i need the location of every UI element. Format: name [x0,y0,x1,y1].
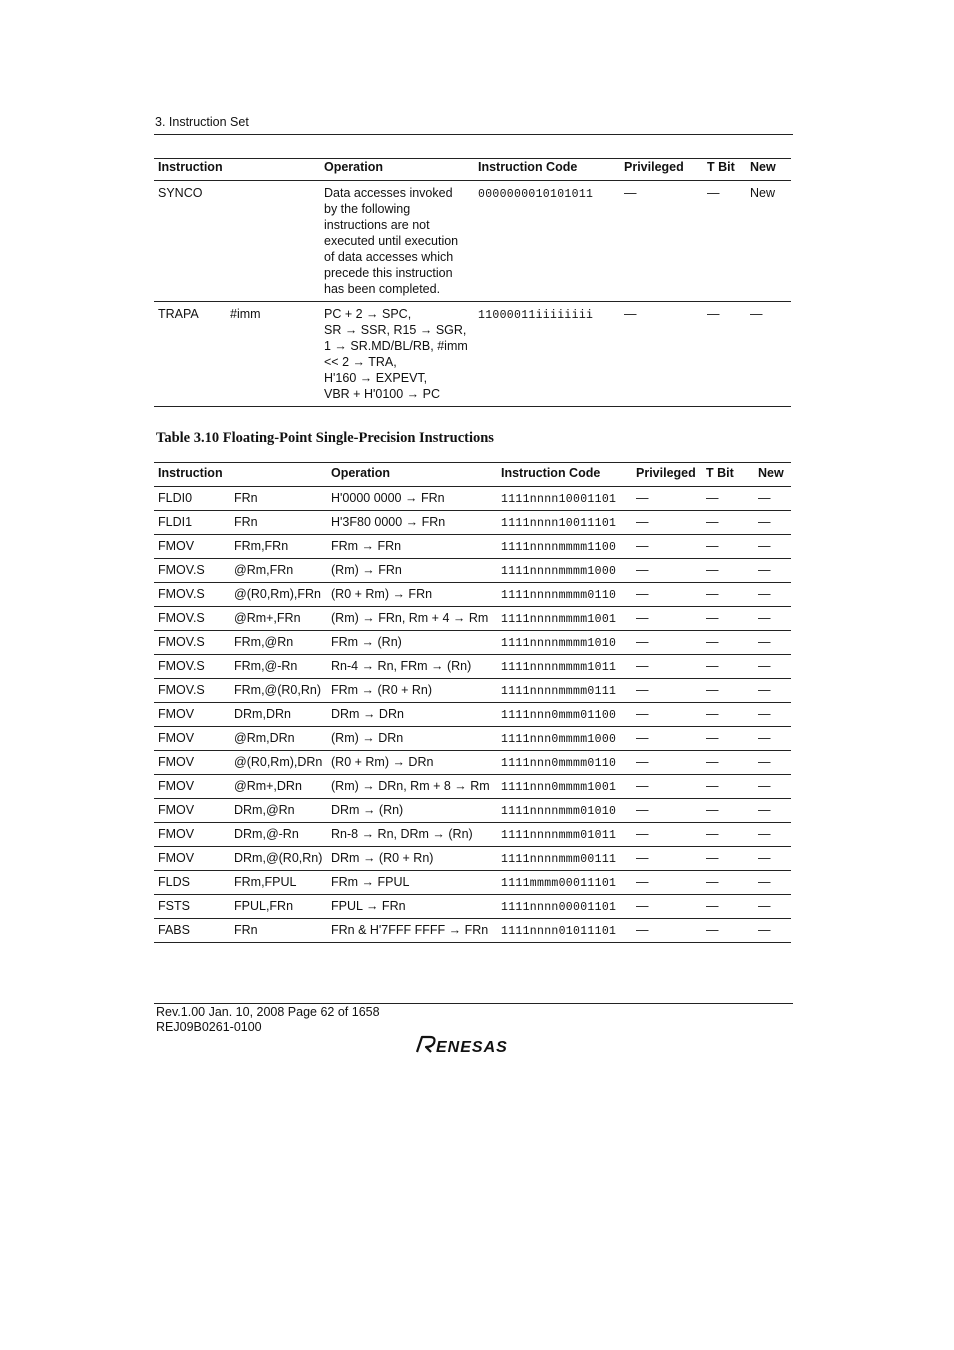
code-cell: 1111nnnnmmmm1100 [497,535,632,559]
tbit-cell: — [702,583,754,607]
operation-line: instructions are not [324,218,430,232]
col-header-instruction: Instruction [154,463,327,487]
privileged-cell: — [620,181,703,302]
instruction-cell: FMOV [154,703,230,727]
table-row [154,559,791,583]
code-cell: 1111nnnnmmm01010 [497,799,632,823]
table-row [154,895,791,919]
tbit-cell: — [702,631,754,655]
operation-line: Data accesses invoked [324,186,453,200]
tbit-cell: — [702,799,754,823]
code-cell: 0000000010101011 [474,181,620,302]
new-cell: — [754,679,791,703]
instruction-cell: FMOV.S [154,631,230,655]
instruction-cell: FLDI1 [154,511,230,535]
operand-cell: FRn [230,487,327,511]
operation-line: H'160 → EXPEVT, [324,371,428,385]
table-row [154,919,791,943]
operand-cell: DRm,@(R0,Rn) [230,847,327,871]
tbit-cell: — [702,703,754,727]
operation-cell: (Rm) → FRn, Rm + 4 → Rm [327,607,497,631]
tbit-cell: — [702,487,754,511]
new-cell: — [754,535,791,559]
col-header-tbit: T Bit [703,159,746,181]
tbit-cell: — [702,919,754,943]
operation-cell: FRn & H'7FFF FFFF → FRn [327,919,497,943]
operand-cell: FPUL,FRn [230,895,327,919]
table-row [154,847,791,871]
operand-cell: FRm,@(R0,Rn) [230,679,327,703]
tbit-cell: — [702,559,754,583]
new-cell: — [754,847,791,871]
tbit-cell: — [702,535,754,559]
operation-cell: DRm → DRn [327,703,497,727]
privileged-cell: — [632,895,702,919]
operand-cell: FRm,FRn [230,535,327,559]
operation-cell [320,302,474,407]
instruction-cell: FMOV [154,775,230,799]
operation-cell: (R0 + Rm) → DRn [327,751,497,775]
instruction-cell: TRAPA [158,307,199,321]
operation-cell: FRm → (R0 + Rn) [327,679,497,703]
privileged-cell: — [632,535,702,559]
col-header-operation: Operation [327,463,497,487]
new-cell: New [746,181,791,302]
operand-cell: FRn [230,511,327,535]
footer-rule [154,1003,793,1004]
operand-cell: @(R0,Rm),FRn [230,583,327,607]
operand-cell: FRm,@Rn [230,631,327,655]
operation-cell: Rn-4 → Rn, FRm → (Rn) [327,655,497,679]
tbit-cell: — [702,511,754,535]
operation-line: << 2 → TRA, [324,355,397,369]
code-cell: 1111nnnnmmmm1011 [497,655,632,679]
operation-line: 1 → SR.MD/BL/RB, #imm [324,339,468,353]
operation-cell: (Rm) → DRn, Rm + 8 → Rm [327,775,497,799]
tbit-cell: — [702,679,754,703]
code-cell: 1111nnnn10001101 [497,487,632,511]
code-cell: 1111nnnnmmm00111 [497,847,632,871]
code-cell: 1111nnnnmmm01011 [497,823,632,847]
table-row [154,607,791,631]
tbit-cell: — [703,181,746,302]
table-row [154,535,791,559]
privileged-cell: — [632,607,702,631]
table-caption: Table 3.10 Floating-Point Single-Precision Instructions [156,430,494,446]
privileged-cell: — [624,307,637,321]
code-cell: 11000011iiiiiiii [478,309,594,322]
instruction-cell: SYNCO [154,181,226,302]
new-cell: — [754,799,791,823]
new-cell: — [754,751,791,775]
new-cell: — [754,583,791,607]
new-cell: — [754,727,791,751]
tbit-cell: — [702,775,754,799]
table-row [154,181,791,302]
new-cell: — [754,487,791,511]
operand-cell: FRm,@-Rn [230,655,327,679]
operation-line: by the following [324,202,411,216]
operation-cell: FRm → (Rn) [327,631,497,655]
operand-cell: @Rm,DRn [230,727,327,751]
operation-cell: (R0 + Rm) → FRn [327,583,497,607]
code-cell: 1111mmmm00011101 [497,871,632,895]
instruction-cell: FABS [154,919,230,943]
instruction-cell: FMOV.S [154,655,230,679]
instruction-cell: FMOV [154,823,230,847]
running-header: 3. Instruction Set [155,115,249,129]
operand-cell [226,181,320,302]
privileged-cell: — [632,631,702,655]
privileged-cell: — [632,487,702,511]
tbit-cell: — [702,895,754,919]
svg-text:ENESAS: ENESAS [436,1039,508,1056]
code-cell: 1111nnnn00001101 [497,895,632,919]
table-row [154,727,791,751]
new-cell: — [754,607,791,631]
col-header-code: Instruction Code [497,463,632,487]
privileged-cell: — [632,871,702,895]
new-cell: — [754,703,791,727]
operand-cell: @(R0,Rm),DRn [230,751,327,775]
operation-line: executed until execution [324,234,459,248]
tbit-cell: — [702,655,754,679]
privileged-cell: — [632,679,702,703]
table-row [154,302,791,407]
tbit-cell: — [702,823,754,847]
operation-line: SR → SSR, R15 → SGR, [324,323,467,337]
operation-line: of data accesses which [324,250,454,264]
tbit-cell: — [702,751,754,775]
instruction-cell: FMOV [154,727,230,751]
code-cell: 1111nnnn10011101 [497,511,632,535]
tbit-cell: — [702,727,754,751]
tbit-cell: — [702,847,754,871]
code-cell: 1111nnnnmmmm0110 [497,583,632,607]
operation-cell: H'3F80 0000 → FRn [327,511,497,535]
instruction-table-continued [154,158,791,407]
operation-cell: FRm → FPUL [327,871,497,895]
operation-line: PC + 2 → SPC, [324,307,412,321]
code-cell: 1111nnn0mmm01100 [497,703,632,727]
col-header-new: New [754,463,791,487]
floating-point-instruction-table [154,462,791,943]
table-row [154,799,791,823]
operand-cell: @Rm+,FRn [230,607,327,631]
privileged-cell: — [632,847,702,871]
operation-cell: FRm → FRn [327,535,497,559]
operation-cell: DRm → (Rn) [327,799,497,823]
operation-line: has been completed. [324,282,441,296]
operation-line: VBR + H'0100 → PC [324,387,440,401]
privileged-cell: — [632,655,702,679]
privileged-cell: — [632,919,702,943]
new-cell: — [754,631,791,655]
table-row [154,511,791,535]
operation-cell: H'0000 0000 → FRn [327,487,497,511]
col-header-privileged: Privileged [632,463,702,487]
operation-cell [320,181,474,302]
operation-cell: Rn-8 → Rn, DRm → (Rn) [327,823,497,847]
table-row [154,751,791,775]
privileged-cell: — [632,703,702,727]
new-cell: — [754,919,791,943]
code-cell: 1111nnnnmmmm1010 [497,631,632,655]
operand-cell: DRm,DRn [230,703,327,727]
privileged-cell: — [632,775,702,799]
col-header-instruction: Instruction [154,159,320,181]
instruction-cell: FMOV [154,751,230,775]
operand-cell: FRm,FPUL [230,871,327,895]
new-cell: — [754,823,791,847]
footer-revision: Rev.1.00 Jan. 10, 2008 Page 62 of 1658 [156,1005,380,1019]
code-cell: 1111nnn0mmmm1000 [497,727,632,751]
code-cell: 1111nnn0mmmm1001 [497,775,632,799]
table-row [154,631,791,655]
col-header-privileged: Privileged [620,159,703,181]
operand-cell: #imm [230,307,261,321]
operation-line: precede this instruction [324,266,453,280]
code-cell: 1111nnnnmmmm1001 [497,607,632,631]
operation-cell: DRm → (R0 + Rn) [327,847,497,871]
code-cell: 1111nnnnmmmm1000 [497,559,632,583]
tbit-cell: — [702,871,754,895]
instruction-cell: FMOV [154,535,230,559]
table-row [154,679,791,703]
new-cell: — [750,307,763,321]
renesas-logo [414,1034,534,1061]
new-cell: — [754,511,791,535]
privileged-cell: — [632,559,702,583]
col-header-operation: Operation [320,159,474,181]
new-cell: — [754,655,791,679]
instruction-cell: FLDS [154,871,230,895]
renesas-logo-mark [414,1034,534,1056]
instruction-cell: FMOV.S [154,559,230,583]
instruction-cell: FMOV [154,799,230,823]
table-row [154,487,791,511]
instruction-cell: FMOV.S [154,679,230,703]
table-row [154,703,791,727]
privileged-cell: — [632,799,702,823]
operation-cell: FPUL → FRn [327,895,497,919]
privileged-cell: — [632,583,702,607]
header-rule [154,134,793,135]
table-header-row [154,463,791,487]
privileged-cell: — [632,727,702,751]
code-cell: 1111nnn0mmmm0110 [497,751,632,775]
instruction-cell: FLDI0 [154,487,230,511]
col-header-code: Instruction Code [474,159,620,181]
instruction-cell: FMOV [154,847,230,871]
instruction-cell: FMOV.S [154,583,230,607]
operand-cell: FRn [230,919,327,943]
operand-cell: @Rm+,DRn [230,775,327,799]
table-row [154,655,791,679]
table-row [154,823,791,847]
col-header-tbit: T Bit [702,463,754,487]
instruction-cell: FMOV.S [154,607,230,631]
tbit-cell: — [707,307,720,321]
new-cell: — [754,895,791,919]
table-row [154,775,791,799]
new-cell: — [754,871,791,895]
table-row [154,583,791,607]
privileged-cell: — [632,823,702,847]
instruction-cell: FSTS [154,895,230,919]
table-row [154,871,791,895]
privileged-cell: — [632,751,702,775]
table-header-row [154,159,791,181]
new-cell: — [754,775,791,799]
code-cell: 1111nnnnmmmm0111 [497,679,632,703]
tbit-cell: — [702,607,754,631]
privileged-cell: — [632,511,702,535]
new-cell: — [754,559,791,583]
operation-cell: (Rm) → FRn [327,559,497,583]
operand-cell: DRm,@Rn [230,799,327,823]
col-header-new: New [746,159,791,181]
footer-document-number: REJ09B0261-0100 [156,1020,262,1034]
operation-cell: (Rm) → DRn [327,727,497,751]
code-cell: 1111nnnn01011101 [497,919,632,943]
operand-cell: DRm,@-Rn [230,823,327,847]
operand-cell: @Rm,FRn [230,559,327,583]
